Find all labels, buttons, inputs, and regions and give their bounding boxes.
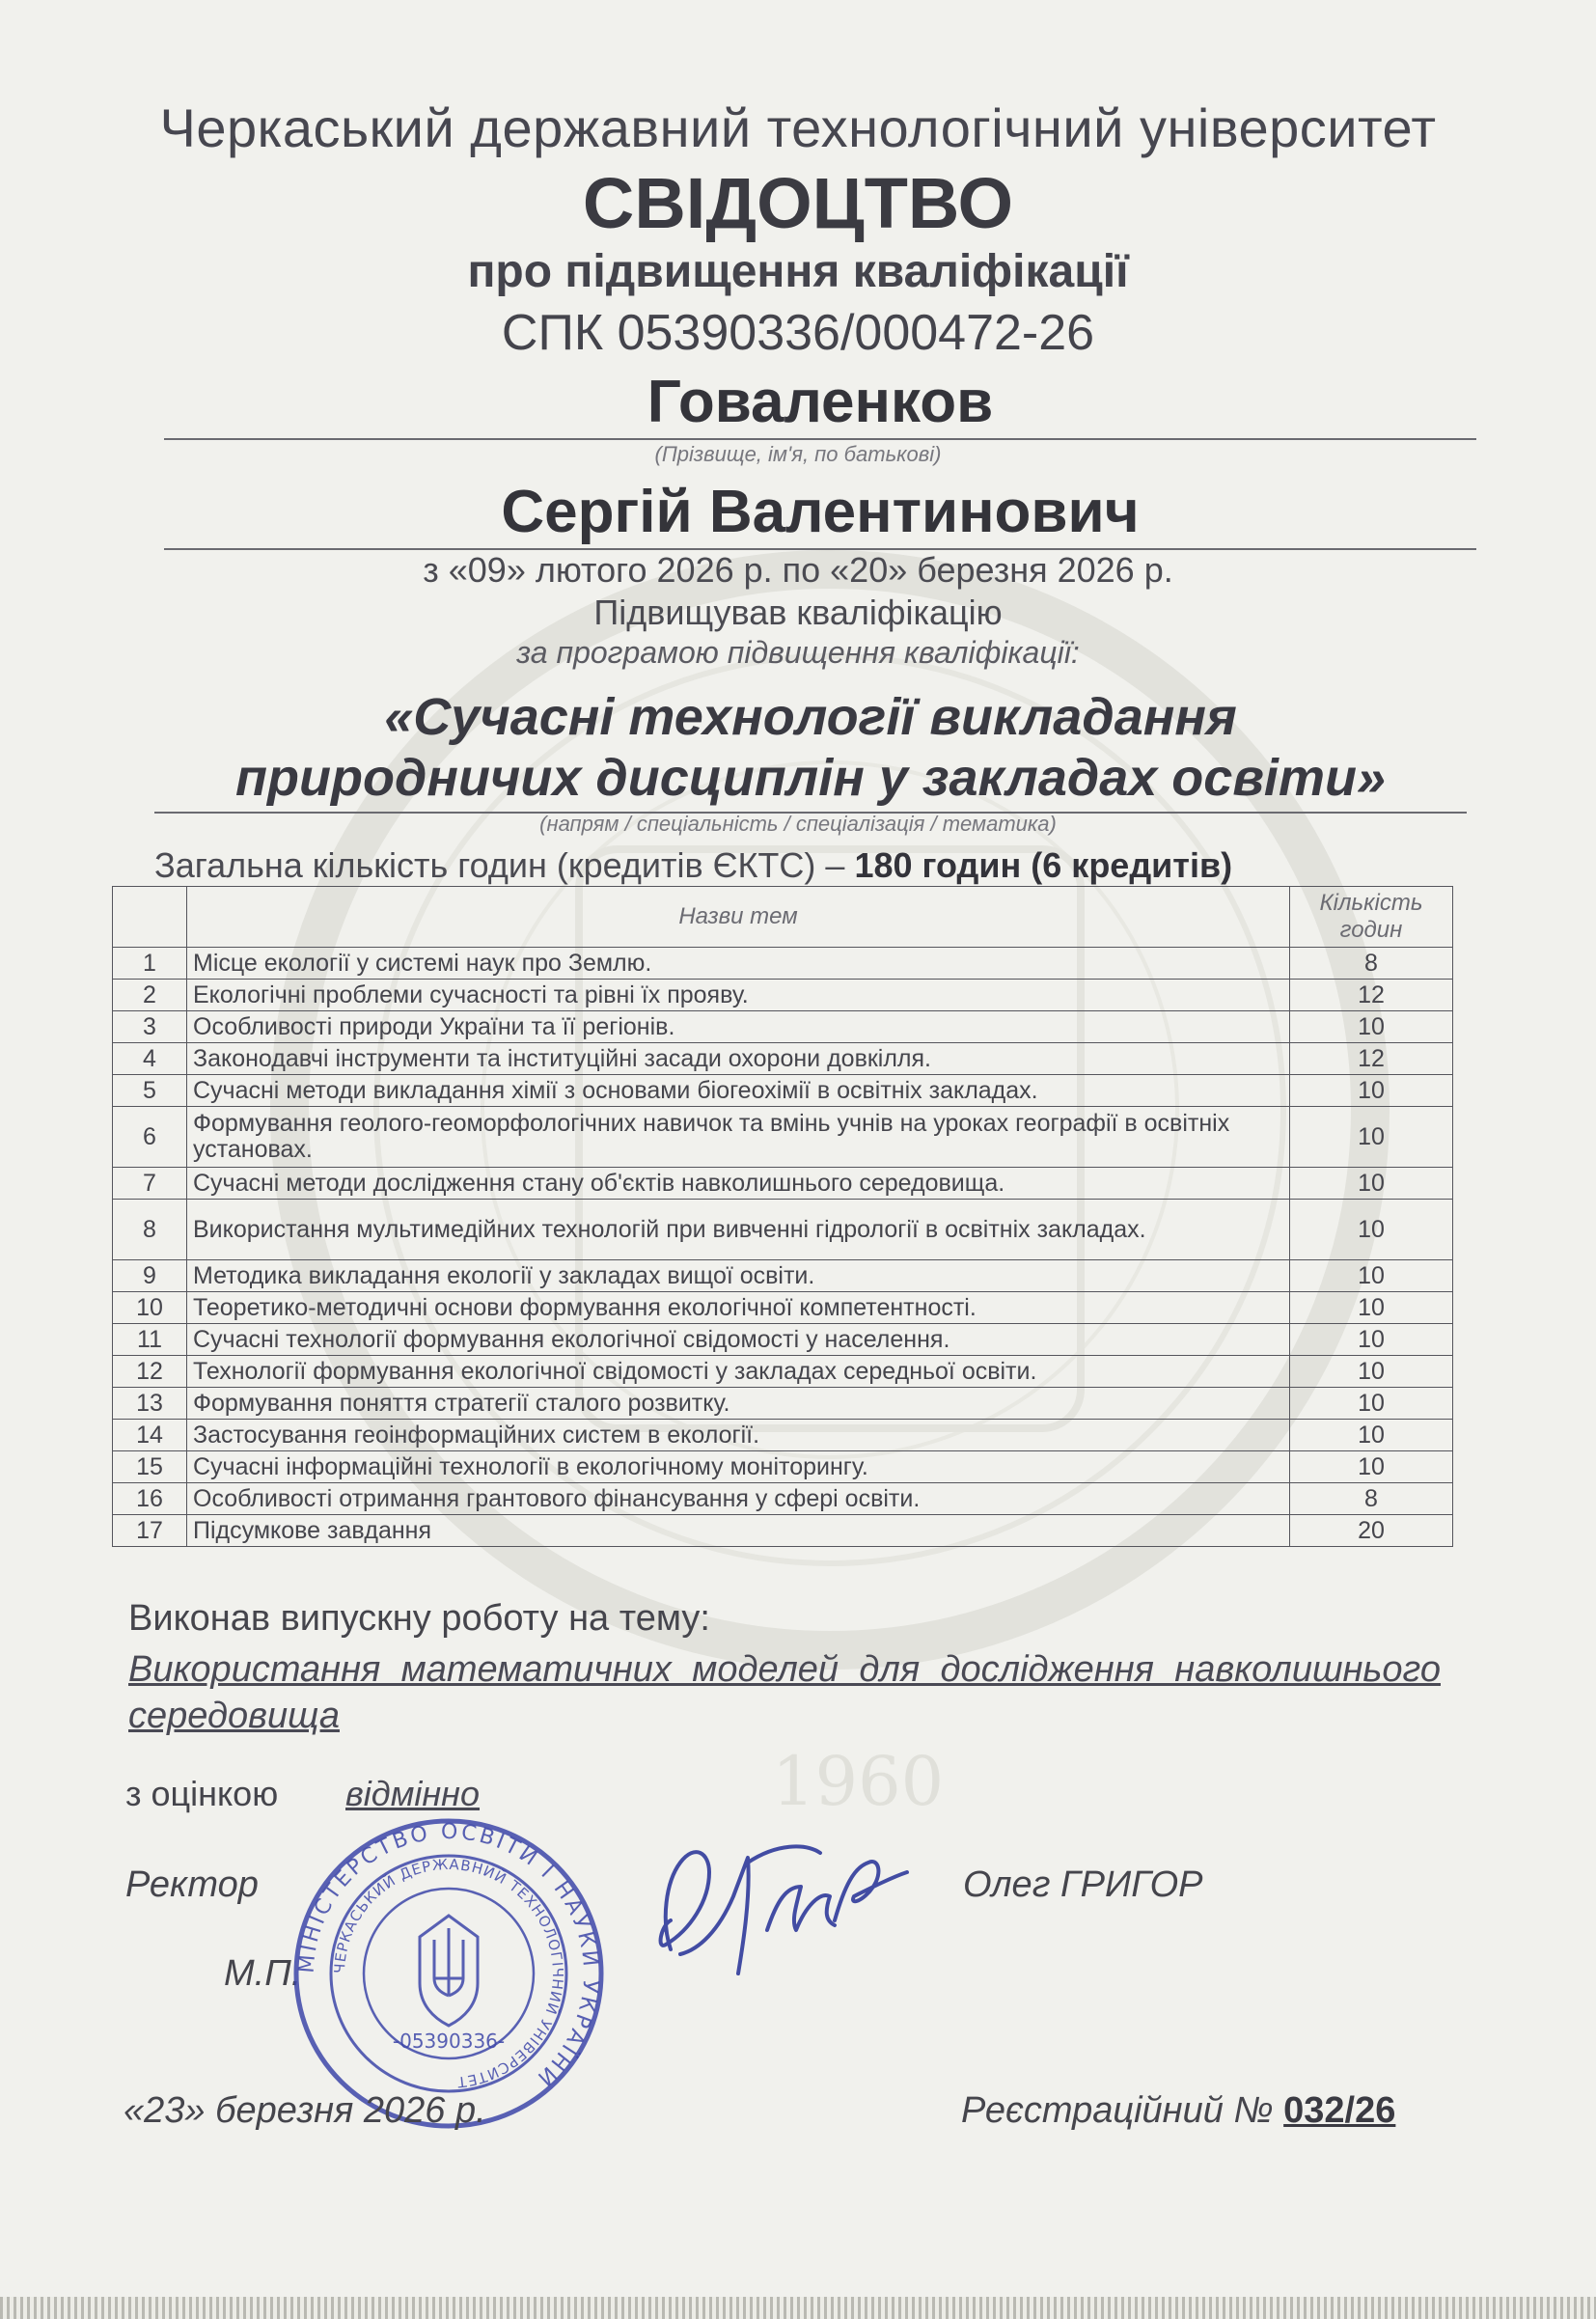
certificate-subtitle: про підвищення кваліфікації — [467, 246, 1129, 297]
table-cell-hours: 10 — [1290, 1200, 1453, 1260]
table-row — [113, 1388, 1453, 1420]
seal-inner-text: ЧЕРКАСЬКИЙ ДЕРЖАВНИЙ ТЕХНОЛОГІЧНИЙ УНІВЕРСИТЕТ — [330, 1855, 567, 2091]
registration-label: Реєстраційний № — [961, 2090, 1274, 2131]
name-caption: (Прізвище, ім'я, по батькові) — [654, 442, 942, 466]
certificate-number: СПК 05390336/000472-26 — [501, 305, 1095, 361]
program-caption: (напрям / спеціальність / спеціалізація / тематика) — [539, 812, 1057, 836]
table-cell-topic: Місце екології у системі наук про Землю. — [187, 948, 1290, 980]
registration-value: 032/26 — [1283, 2090, 1396, 2131]
table-cell-topic: Підсумкове завдання — [187, 1515, 1290, 1547]
program-title-line2: природничих дисциплін у закладах освіти» — [154, 748, 1467, 814]
table-cell-hours: 10 — [1290, 1107, 1453, 1168]
table-cell-topic: Особливості природи України та її регіонів. — [187, 1011, 1290, 1043]
total-hours-label: Загальна кількість годин (кредитів ЄКТС) – — [154, 845, 845, 885]
table-cell-hours: 12 — [1290, 980, 1453, 1011]
table-cell-num: 10 — [113, 1292, 187, 1324]
table-cell-num: 15 — [113, 1451, 187, 1483]
table-cell-topic: Сучасні інформаційні технології в екологічному моніторингу. — [187, 1451, 1290, 1483]
table-cell-num: 17 — [113, 1515, 187, 1547]
svg-text:1960: 1960 — [772, 1742, 945, 1821]
seal-ring-text: МІНІСТЕРСТВО ОСВІТИ І НАУКИ УКРАЇНИ — [294, 1819, 603, 2092]
training-dates: з «09» лютого 2026 р. по «20» березня 2026 р. — [423, 550, 1173, 590]
topics-table — [112, 886, 1453, 1547]
table-cell-hours: 12 — [1290, 1043, 1453, 1075]
table-row — [113, 1356, 1453, 1388]
table-header-hours-line1: Кількість — [1319, 890, 1423, 916]
table-cell-hours: 10 — [1290, 1011, 1453, 1043]
table-row — [113, 1451, 1453, 1483]
table-cell-hours: 8 — [1290, 1483, 1453, 1515]
registration-number — [961, 2090, 1395, 2132]
table-cell-num: 8 — [113, 1200, 187, 1260]
table-cell-num: 14 — [113, 1420, 187, 1451]
table-cell-hours: 10 — [1290, 1075, 1453, 1107]
improved-qualification-text: Підвищував кваліфікацію — [593, 593, 1003, 632]
table-cell-hours: 10 — [1290, 1260, 1453, 1292]
table-row — [113, 1075, 1453, 1107]
grade-label: з оцінкою — [125, 1774, 279, 1813]
table-cell-hours: 20 — [1290, 1515, 1453, 1547]
university-seal-icon — [289, 1814, 608, 2133]
table-cell-hours: 8 — [1290, 948, 1453, 980]
table-cell-topic: Застосування геоінформаційних систем в екології. — [187, 1420, 1290, 1451]
table-cell-num: 13 — [113, 1388, 187, 1420]
table-row — [113, 1107, 1453, 1168]
table-cell-topic: Сучасні методи викладання хімії з основами біогеохімії в освітніх закладах. — [187, 1075, 1290, 1107]
table-row — [113, 1011, 1453, 1043]
table-row — [113, 1420, 1453, 1451]
table-cell-num: 12 — [113, 1356, 187, 1388]
table-cell-topic: Сучасні технології формування екологічної свідомості у населення. — [187, 1324, 1290, 1356]
table-cell-topic: Формування геолого-геоморфологічних навичок та вмінь учнів на уроках географії в освітніх установах. — [187, 1107, 1290, 1168]
table-cell-topic: Теоретико-методичні основи формування екологічної компетентності. — [187, 1292, 1290, 1324]
table-cell-num: 2 — [113, 980, 187, 1011]
table-cell-topic: Використання мультимедійних технологій при вивченні гідрології в освітніх закладах. — [187, 1200, 1290, 1260]
table-cell-topic: Сучасні методи дослідження стану об'єктів навколишнього середовища. — [187, 1168, 1290, 1200]
table-cell-hours: 10 — [1290, 1451, 1453, 1483]
table-cell-num: 1 — [113, 948, 187, 980]
table-row — [113, 1324, 1453, 1356]
table-row — [113, 1515, 1453, 1547]
table-row — [113, 1043, 1453, 1075]
table-cell-num: 6 — [113, 1107, 187, 1168]
topics-table-body — [113, 948, 1453, 1547]
university-name: Черкаський державний технологічний університет — [159, 97, 1437, 158]
table-cell-topic: Законодавчі інструменти та інституційні засади охорони довкілля. — [187, 1043, 1290, 1075]
table-row — [113, 1292, 1453, 1324]
rector-label: Ректор — [125, 1864, 259, 1905]
grade-value: відмінно — [345, 1774, 481, 1813]
table-cell-num: 7 — [113, 1168, 187, 1200]
table-cell-hours: 10 — [1290, 1356, 1453, 1388]
table-cell-num: 5 — [113, 1075, 187, 1107]
issue-date: «23» березня 2026 р. — [124, 2090, 486, 2131]
program-title-line1: «Сучасні технології викладання — [384, 688, 1237, 746]
table-cell-hours: 10 — [1290, 1292, 1453, 1324]
total-hours-value: 180 годин (6 кредитів) — [854, 845, 1233, 885]
table-row — [113, 948, 1453, 980]
program-intro: за програмою підвищення кваліфікації: — [516, 635, 1080, 670]
given-names: Сергій Валентинович — [164, 477, 1476, 550]
table-cell-hours: 10 — [1290, 1420, 1453, 1451]
table-row — [113, 1483, 1453, 1515]
table-cell-num: 11 — [113, 1324, 187, 1356]
table-header-hours-line2: годин — [1339, 917, 1403, 943]
bottom-ornament-border — [0, 2297, 1596, 2319]
table-row — [113, 1168, 1453, 1200]
rector-name: Олег ГРИГОР — [963, 1864, 1203, 1905]
thesis-topic: Використання математичних моделей для дослідження навколишнього середовища — [128, 1649, 1441, 1736]
thesis-intro: Виконав випускну роботу на тему: — [128, 1598, 710, 1639]
total-hours — [154, 845, 1447, 886]
table-cell-num: 3 — [113, 1011, 187, 1043]
table-cell-topic: Екологічні проблеми сучасності та рівні їх прояву. — [187, 980, 1290, 1011]
table-cell-num: 4 — [113, 1043, 187, 1075]
certificate-title: СВІДОЦТВО — [582, 163, 1014, 243]
table-cell-hours: 10 — [1290, 1324, 1453, 1356]
table-cell-topic: Методика викладання екології у закладах вищої освіти. — [187, 1260, 1290, 1292]
table-row — [113, 1260, 1453, 1292]
table-cell-hours: 10 — [1290, 1168, 1453, 1200]
table-cell-num: 9 — [113, 1260, 187, 1292]
table-row — [113, 980, 1453, 1011]
table-cell-hours: 10 — [1290, 1388, 1453, 1420]
table-header-hours — [1290, 887, 1453, 948]
table-cell-topic: Особливості отримання грантового фінансування у сфері освіти. — [187, 1483, 1290, 1515]
table-cell-topic: Формування поняття стратегії сталого розвитку. — [187, 1388, 1290, 1420]
surname: Говаленков — [164, 367, 1476, 440]
rector-signature-icon — [642, 1785, 950, 2007]
stamp-place-label: М.П. — [224, 1953, 302, 1994]
table-header-num — [113, 887, 187, 948]
seal-code: -05390336- — [392, 2029, 506, 2053]
table-row — [113, 1200, 1453, 1260]
table-header-topic: Назви тем — [187, 887, 1290, 948]
table-cell-num: 16 — [113, 1483, 187, 1515]
table-header-row — [113, 887, 1453, 948]
table-cell-topic: Технології формування екологічної свідомості у закладах середньої освіти. — [187, 1356, 1290, 1388]
